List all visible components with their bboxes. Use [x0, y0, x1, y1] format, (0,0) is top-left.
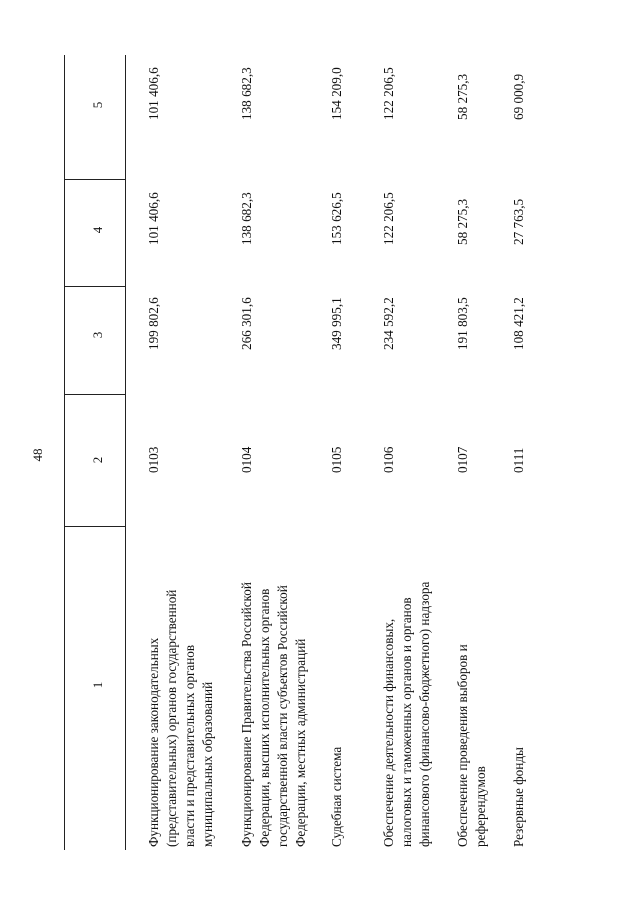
row-name-line: (представительных) органов государственной — [164, 589, 179, 847]
row-col5: 69 000,9 — [511, 73, 526, 120]
row-col3: 234 592,2 — [381, 297, 396, 350]
row-col5: 101 406,6 — [146, 67, 161, 120]
row-code: 0105 — [329, 446, 344, 473]
row-name-line: Судебная система — [329, 746, 344, 847]
row-name-line: референдумов — [473, 766, 488, 847]
header-col-4: 4 — [90, 226, 105, 234]
row-name-line: Резервные фонды — [511, 747, 526, 847]
page-number: 48 — [30, 448, 45, 462]
row-code: 0107 — [455, 446, 470, 473]
row-code: 0111 — [511, 447, 526, 473]
row-name-line: Функционирование Правительства Российской — [239, 582, 254, 847]
row-col3: 266 301,6 — [239, 297, 254, 350]
row-col3: 199 802,6 — [146, 297, 161, 350]
row-col4: 101 406,6 — [146, 192, 161, 245]
row-name-line: Федерации, высших исполнительных органов — [257, 588, 272, 847]
row-name-line: Обеспечение проведения выборов и — [455, 644, 470, 847]
header-separator-3 — [64, 286, 125, 287]
row-name-line: Обеспечение деятельности финансовых, — [381, 618, 396, 847]
header-separator-2 — [64, 394, 125, 395]
row-name-line: власти и представительных органов — [182, 644, 197, 847]
row-col5: 154 209,0 — [329, 67, 344, 120]
header-col-3: 3 — [90, 331, 105, 339]
row-col3: 108 421,2 — [511, 297, 526, 350]
header-top-rule — [64, 55, 65, 850]
row-col5: 122 206,5 — [381, 67, 396, 120]
header-bottom-rule — [125, 55, 126, 850]
row-col4: 153 626,5 — [329, 192, 344, 245]
row-name-line: Федерации, местных администраций — [293, 638, 308, 847]
header-separator-1 — [64, 526, 125, 527]
header-separator-4 — [64, 179, 125, 180]
header-col-1: 1 — [90, 681, 105, 689]
row-name-line: финансового (финансово-бюджетного) надзора — [417, 581, 432, 847]
row-name-line: налоговых и таможенных органов и органов — [399, 597, 414, 847]
row-col3: 191 803,5 — [455, 297, 470, 350]
header-col-5: 5 — [90, 101, 105, 109]
row-name-line: государственной власти субъектов Российской — [275, 585, 290, 847]
row-code: 0103 — [146, 446, 161, 473]
row-code: 0104 — [239, 446, 254, 473]
row-col5: 58 275,3 — [455, 73, 470, 120]
header-col-2: 2 — [90, 456, 105, 464]
row-col4: 122 206,5 — [381, 192, 396, 245]
row-code: 0106 — [381, 446, 396, 473]
row-col4: 58 275,3 — [455, 198, 470, 245]
row-name-line: муниципальных образований — [200, 681, 215, 847]
row-col4: 138 682,3 — [239, 192, 254, 245]
row-name-line: Функционирование законодательных — [146, 637, 161, 847]
row-col5: 138 682,3 — [239, 67, 254, 120]
row-col4: 27 763,5 — [511, 198, 526, 245]
row-col3: 349 995,1 — [329, 297, 344, 350]
